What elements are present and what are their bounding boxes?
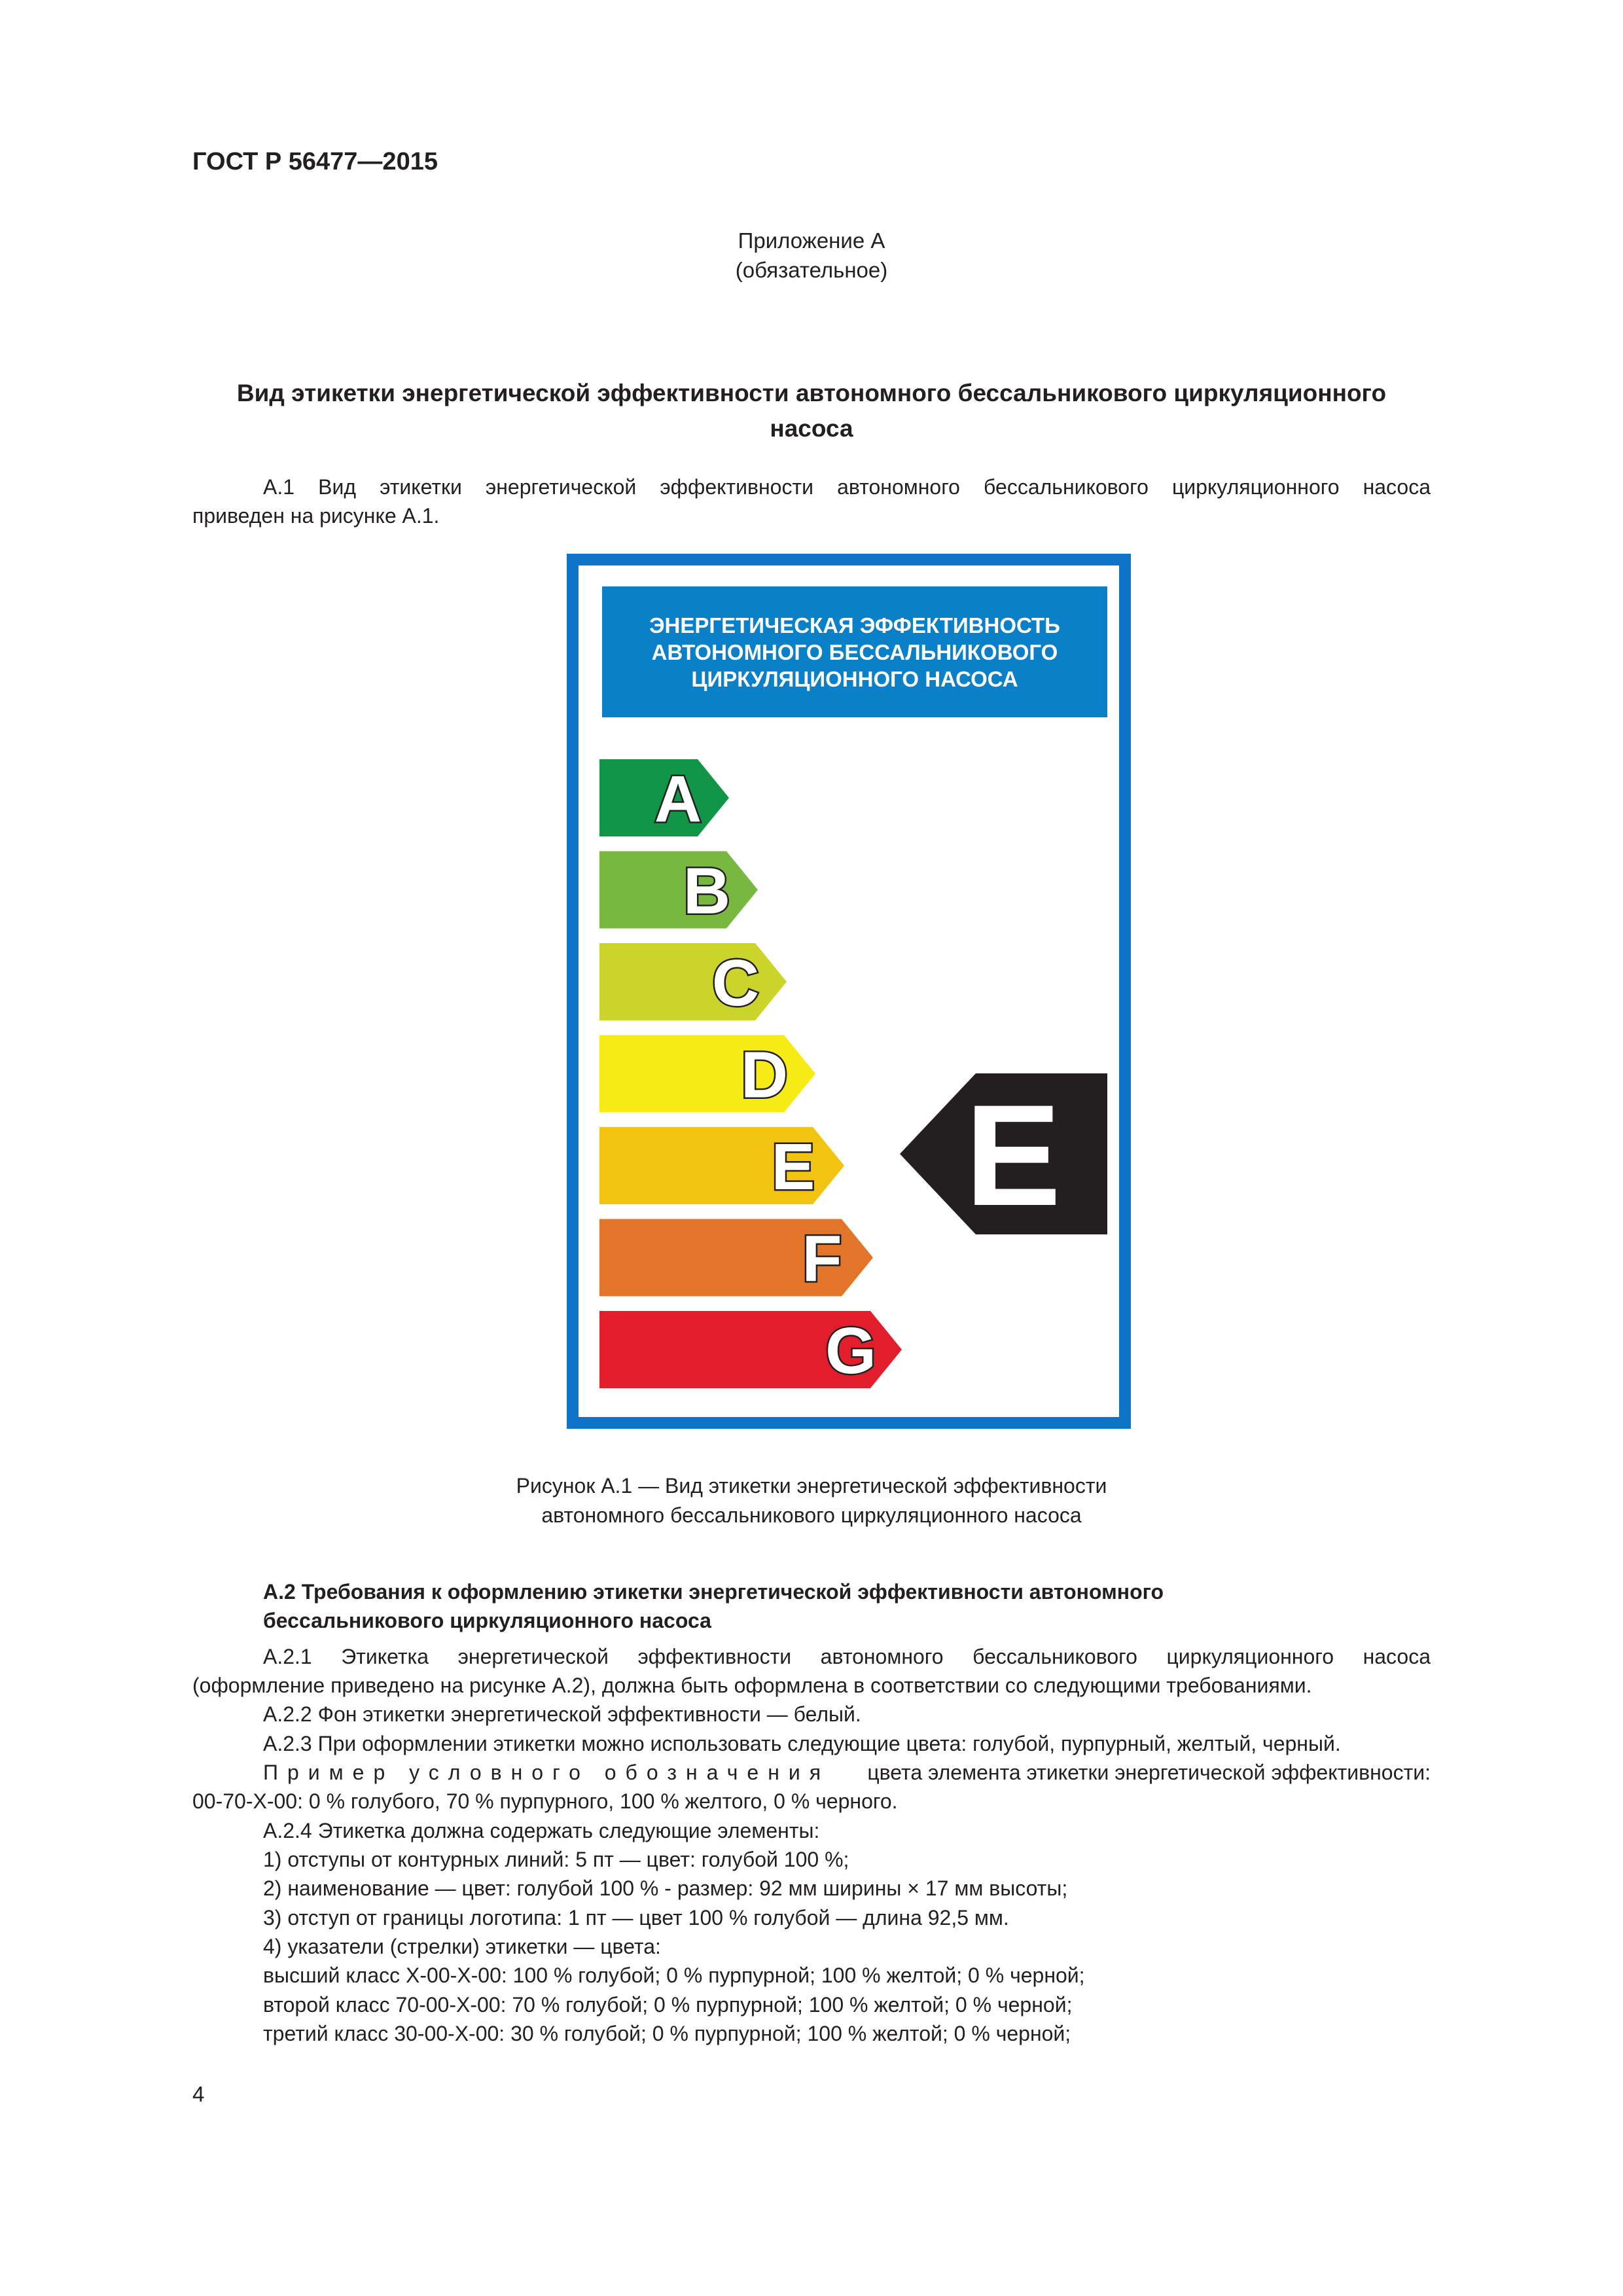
intro-line2: приведен на рисунке А.1. — [192, 504, 440, 528]
energy-class-letter-d: D — [740, 1038, 789, 1112]
figure-caption-line2: автономного бессальникового циркуляционного насоса — [541, 1503, 1082, 1527]
intro-line1: А.1 Вид этикетки энергетической эффективности автономного бессальникового циркуляционного насоса — [263, 475, 1431, 499]
list-item: 2) наименование — цвет: голубой 100 % - размер: 92 мм ширины × 17 мм высоты; — [263, 1876, 1068, 1900]
label-header-line2: АВТОНОМНОГО БЕССАЛЬНИКОВОГО — [651, 639, 1058, 664]
appendix-title: Приложение А — [738, 228, 885, 253]
color-line: высший класс Х-00-Х-00: 100 % голубой; 0 % пурпурной; 100 % желтой; 0 % черной; — [263, 1964, 1085, 1987]
energy-class-letter-g: G — [825, 1314, 876, 1388]
a21-line1: А.2.1 Этикетка энергетической эффективности автономного бессальникового циркуляционного насоса — [263, 1645, 1431, 1668]
label-header-line3: ЦИРКУЛЯЦИОННОГО НАСОСА — [691, 666, 1018, 691]
a23-text: А.2.3 При оформлении этикетки можно использовать следующие цвета: голубой, пурпурный, желтый, черный. — [263, 1732, 1341, 1755]
energy-class-letter-c: C — [711, 946, 760, 1020]
energy-class-arrow-b — [599, 852, 758, 929]
a2-heading-line2: бессальникового циркуляционного насоса — [263, 1609, 711, 1632]
appendix-status: (обязательное) — [735, 258, 888, 282]
list-item: 3) отступ от границы логотипа: 1 пт — цвет 100 % голубой — длина 92,5 мм. — [263, 1906, 1009, 1929]
list-item: 4) указатели (стрелки) этикетки — цвета: — [263, 1935, 661, 1958]
figure-caption-line1: Рисунок А.1 — Вид этикетки энергетической эффективности — [516, 1474, 1107, 1498]
section-title-line1: Вид этикетки энергетической эффективности автономного бессальникового циркуляционного — [236, 380, 1387, 406]
energy-class-indicator-letter: E — [965, 1075, 1061, 1236]
energy-class-letter-b: B — [683, 854, 731, 928]
color-line: третий класс 30-00-Х-00: 30 % голубой; 0 % пурпурной; 100 % желтой; 0 % черной; — [263, 2022, 1071, 2045]
example-rest: цвета элемента этикетки энергетической эффективности: — [867, 1761, 1431, 1784]
list-item: 1) отступы от контурных линий: 5 пт — цвет: голубой 100 %; — [263, 1848, 849, 1871]
energy-class-letter-a: A — [654, 762, 702, 836]
energy-class-letter-e: E — [771, 1130, 815, 1204]
energy-class-letter-f: F — [802, 1222, 842, 1296]
label-header-line1: ЭНЕРГЕТИЧЕСКАЯ ЭФФЕКТИВНОСТЬ — [649, 613, 1060, 637]
document-header-standard: ГОСТ Р 56477—2015 — [192, 148, 438, 175]
a24-text: А.2.4 Этикетка должна содержать следующие элементы: — [263, 1819, 820, 1842]
section-title-line2: насоса — [770, 415, 853, 442]
example-line1 — [263, 1758, 1431, 1787]
a21-line2: (оформление приведено на рисунке А.2), должна быть оформлена в соответствии со следующими требованиями. — [192, 1674, 1312, 1697]
example-line2: 00-70-Х-00: 0 % голубого, 70 % пурпурного, 100 % желтого, 0 % черного. — [192, 1789, 898, 1813]
a22-text: А.2.2 Фон этикетки энергетической эффективности — белый. — [263, 1702, 861, 1726]
page-number: 4 — [192, 2082, 205, 2106]
example-word: Пример условного обозначения — [263, 1761, 830, 1784]
a2-heading-line1: А.2 Требования к оформлению этикетки энергетической эффективности автономного — [263, 1580, 1164, 1604]
color-line: второй класс 70-00-Х-00: 70 % голубой; 0 % пурпурной; 100 % желтой; 0 % черной; — [263, 1993, 1073, 2017]
